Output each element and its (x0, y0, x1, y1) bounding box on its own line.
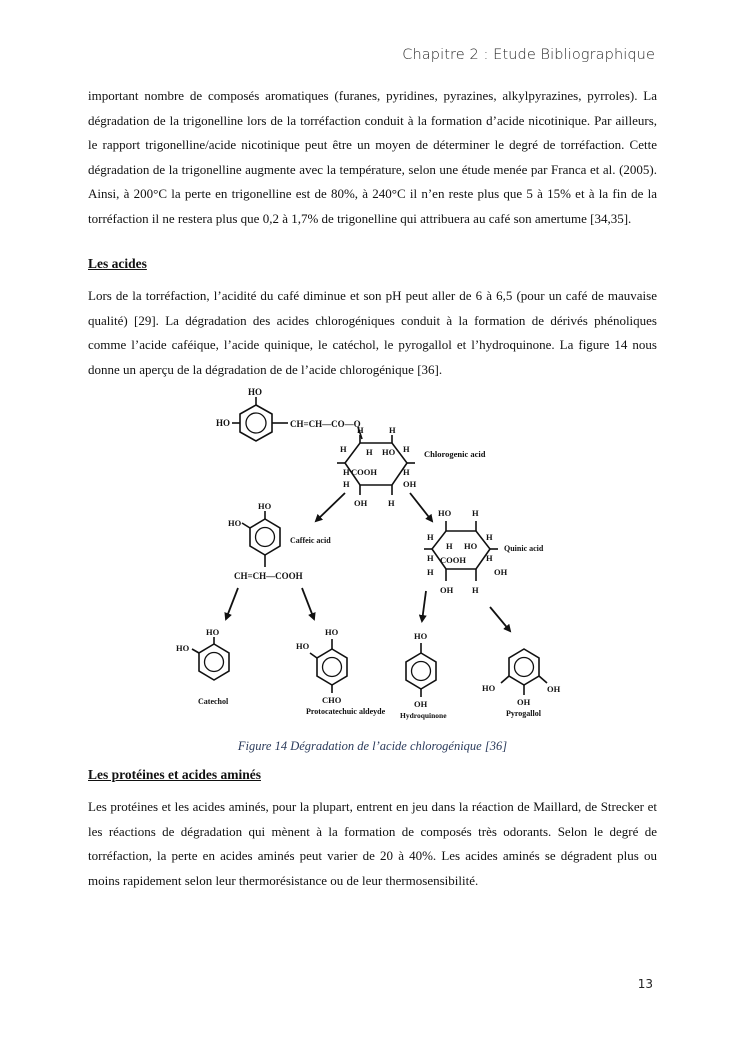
ring-pyrogallol (509, 649, 539, 685)
label-pyrogallol: Pyrogallol (506, 709, 541, 718)
label-ho: HO (248, 387, 263, 397)
label-h: H (446, 541, 453, 551)
label-h: H (427, 532, 434, 542)
label-catechol: Catechol (198, 697, 229, 706)
label-oh: OH (547, 684, 561, 694)
ring-caffeoyl (240, 405, 272, 441)
page-header: Chapitre 2 : Etude Bibliographique (402, 47, 655, 63)
label-protocatechuic-aldeyde: Protocatechuic aldeyde (306, 707, 386, 716)
label-h: H (389, 425, 396, 435)
ring-caffeic (250, 519, 280, 555)
ring-hydroquinone (406, 653, 436, 689)
label-oh: OH (414, 699, 428, 709)
figure-chlorogenic-degradation (170, 381, 575, 727)
label-h: H (427, 553, 434, 563)
ring-chlorogenic (345, 443, 407, 485)
label-h: H (472, 585, 479, 595)
label-cho: CHO (322, 695, 342, 705)
label-h: H (427, 567, 434, 577)
label-ho: HO (216, 418, 231, 428)
label-cooh: COOH (351, 467, 377, 477)
label-ho: HO (258, 501, 272, 511)
label-ho: HO (414, 631, 428, 641)
label-ho: HO (482, 683, 496, 693)
arrow-to-protocatechuic (302, 588, 314, 619)
label-chain-caffeic: CH=CH—COOH (234, 571, 303, 581)
label-h: H (472, 508, 479, 518)
label-ho: HO (464, 541, 478, 551)
label-ho: HO (325, 627, 339, 637)
label-ho: HO (176, 643, 190, 653)
label-h: H (343, 467, 350, 477)
label-ho: HO (382, 447, 396, 457)
label-h: H (486, 553, 493, 563)
label-h: H (366, 447, 373, 457)
label-cooh: COOH (440, 555, 466, 565)
label-h: H (343, 479, 350, 489)
arrow-to-catechol (226, 588, 238, 619)
label-oh: OH (494, 567, 508, 577)
label-chlorogenic-acid: Chlorogenic acid (424, 449, 486, 459)
label-hydroquinone: Hydroquinone (400, 711, 447, 720)
label-caffeic-acid: Caffeic acid (290, 536, 331, 545)
label-h: H (403, 467, 410, 477)
arrow-to-hydroquinone (422, 591, 426, 621)
label-h: H (357, 425, 364, 435)
figure-caption: Figure 14 Dégradation de l’acide chlorogénique [36] (237, 739, 508, 753)
degradation-diagram (170, 381, 575, 727)
label-quinic-acid: Quinic acid (504, 544, 544, 553)
label-oh: OH (354, 498, 368, 508)
label-h: H (340, 444, 347, 454)
heading-acides: Les acides (88, 256, 147, 271)
label-ho: HO (206, 627, 220, 637)
label-h: H (388, 498, 395, 508)
paragraph-proteines: Les protéines et les acides aminés, pour la plupart, entrent en jeu dans la réaction de Maillard, de Strecker et les réactions de dégradation qui mènent à la formation de composés très odorants. Selon le degré de torréfaction, la perte en acides aminés peut varier de 20 à 40%. Les acides aminés se dégradent plus ou moins rapidement selon leur thermorésistance ou de leur thermosensibilité. (88, 799, 657, 888)
label-h: H (403, 444, 410, 454)
heading-proteines: Les protéines et acides aminés (88, 767, 261, 782)
ring-catechol (199, 644, 229, 680)
label-oh: OH (403, 479, 417, 489)
paragraph-trigonelline: important nombre de composés aromatiques (furanes, pyridines, pyrazines, alkylpyrazines, pyrroles). La dégradation de la trigonelline lors de la torréfaction conduit à la formation d’acide nicotinique. Par ailleurs, le rapport trigonelline/acide nicotinique peut être un moyen de déterminer le degré de torréfaction. Cette dégradation de la trigonelline augmente avec la température, selon une étude menée par Franca et al. (2005). Ainsi, à 200°C la perte en trigonelline est de 80%, à 240°C il n’en reste plus que 5 à 15% et à la fin de la torréfaction il ne restera plus que 0,2 à 1,7% de trigonelline qui attribuera au café son amertume [34,35]. (88, 88, 657, 226)
ring-protocatechuic (317, 649, 347, 685)
label-ho: HO (438, 508, 452, 518)
arrow-to-pyrogallol (490, 607, 510, 631)
arrow-to-quinic (410, 493, 432, 521)
page-number: 13 (637, 977, 653, 991)
arrow-to-caffeic (316, 493, 345, 521)
label-oh: OH (517, 697, 531, 707)
paragraph-acides: Lors de la torréfaction, l’acidité du café diminue et son pH peut aller de 6 à 6,5 (pour un café de mauvaise qualité) [29]. La dégradation des acides chlorogéniques conduit à la formation de dérivés phénoliques comme l’acide caféique, l’acide quinique, le catéchol, le pyrogallol et l’hydroquinone. La figure 14 nous donne un aperçu de la dégradation de de l’acide chlorogénique [36]. (88, 288, 657, 377)
label-ho: HO (296, 641, 310, 651)
label-h: H (486, 532, 493, 542)
label-ho: HO (228, 518, 242, 528)
label-oh: OH (440, 585, 454, 595)
label-chain-top: CH=CH—CO—O (290, 419, 361, 429)
